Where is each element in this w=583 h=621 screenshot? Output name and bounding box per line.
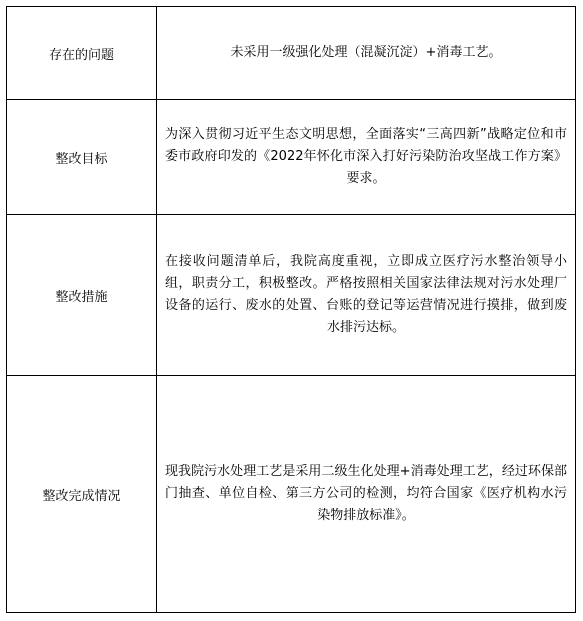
table-row bbox=[7, 376, 576, 613]
row-content-rectification-measures bbox=[157, 215, 576, 376]
rectification-measures-text: 在接收问题清单后，我院高度重视，立即成立医疗污水整治领导小组，职责分工，积极整改。严格按照相关国家法律法规对污水处理厂设备的运行、废水的处置、台账的登记等运营情况进行摸排，做到废水排污达标。 bbox=[165, 254, 567, 335]
row-content-rectification-completion bbox=[157, 376, 576, 613]
rectification-goal-text: 为深入贯彻习近平生态文明思想，全面落实“三高四新”战略定位和市委市政府印发的《2022年怀化市深入打好污染防治攻坚战工作方案》要求。 bbox=[165, 127, 567, 186]
row-label-rectification-goal: 整改目标 bbox=[7, 100, 157, 215]
rectification-completion-text: 现我院污水处理工艺是采用二级生化处理+消毒处理工艺，经过环保部门抽查、单位自检、第三方公司的检测，均符合国家《医疗机构水污染物排放标准》。 bbox=[165, 464, 567, 523]
rectification-table bbox=[6, 6, 576, 613]
existing-problem-text: 未采用一级强化处理（混凝沉淀）+消毒工艺。 bbox=[230, 45, 502, 60]
table-row bbox=[7, 100, 576, 215]
table-row bbox=[7, 7, 576, 100]
row-label-existing-problem: 存在的问题 bbox=[7, 7, 157, 100]
table-row bbox=[7, 215, 576, 376]
row-content-existing-problem bbox=[157, 7, 576, 100]
row-label-rectification-completion: 整改完成情况 bbox=[7, 376, 157, 613]
row-label-rectification-measures: 整改措施 bbox=[7, 215, 157, 376]
row-content-rectification-goal bbox=[157, 100, 576, 215]
